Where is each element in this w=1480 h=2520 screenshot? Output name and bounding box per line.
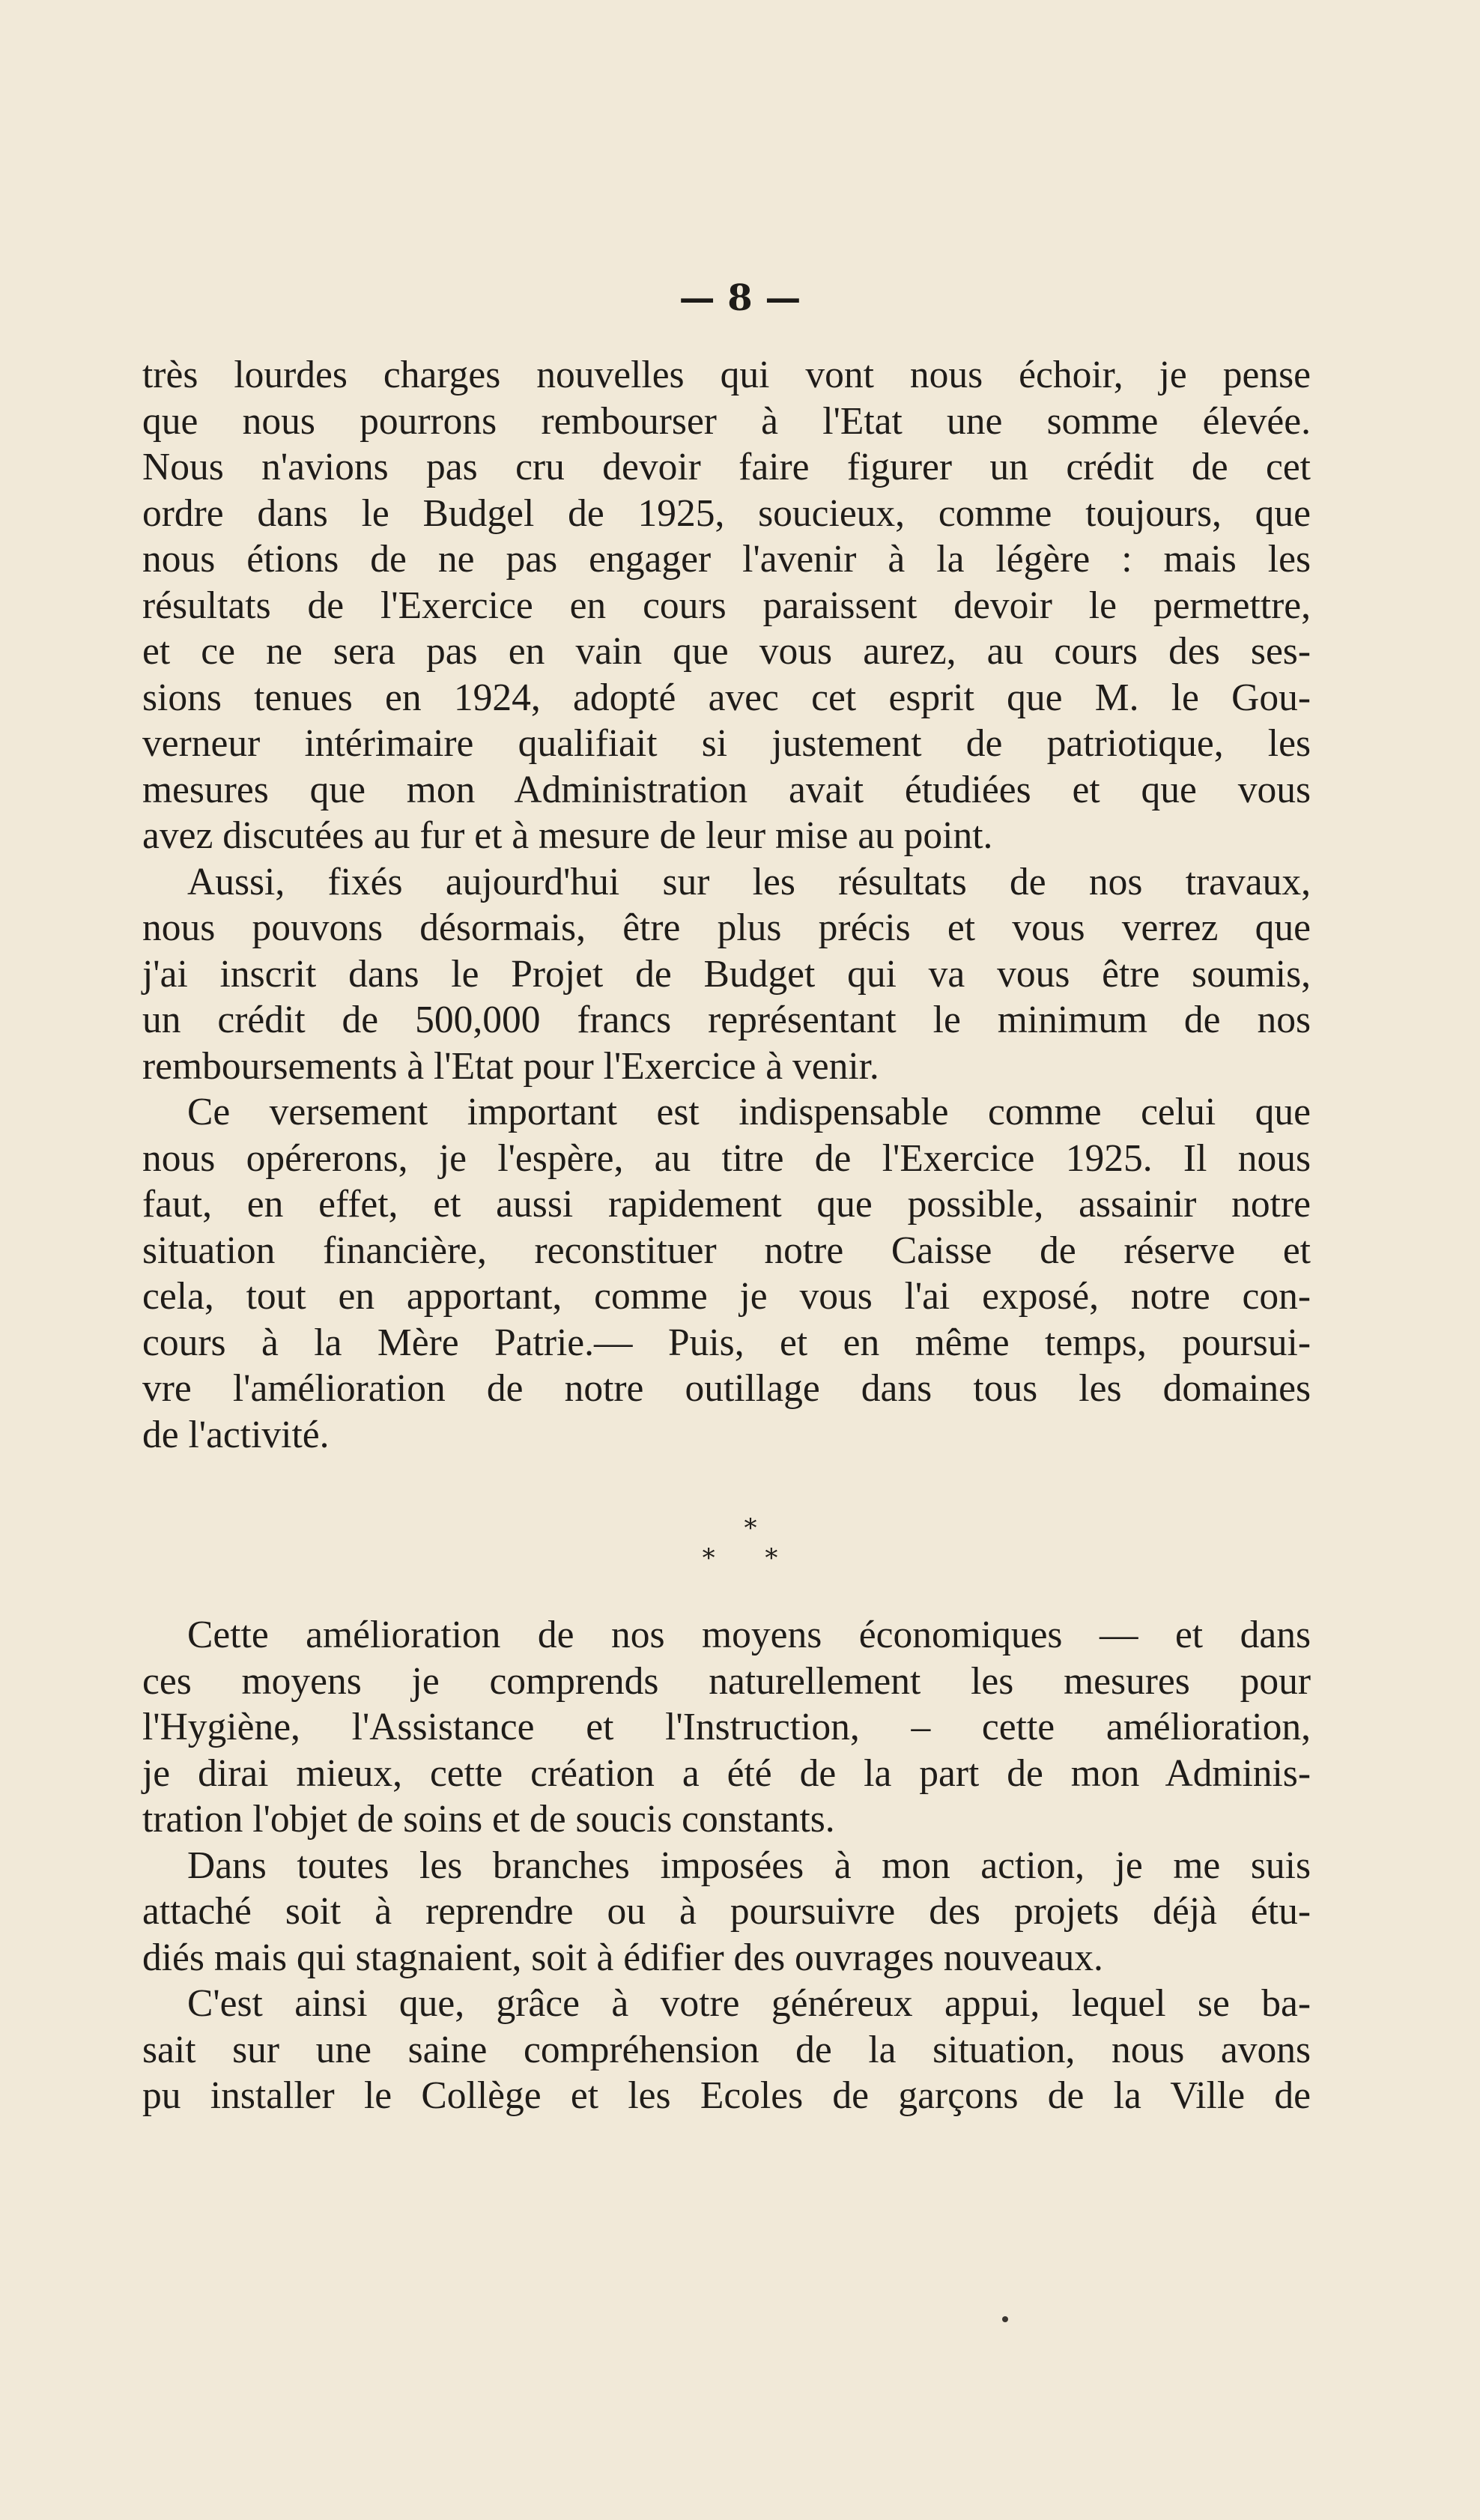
text-line: remboursements à l'Etat pour l'Exercice à venir. <box>142 1044 879 1088</box>
text-line: mesures que mon Administration avait étudiées et que vous <box>142 768 1311 811</box>
paragraph <box>142 1981 1311 2119</box>
text-line: ces moyens je comprends naturellement les mesures pour <box>142 1659 1311 1703</box>
text-line: avez discutées au fur et à mesure de leur mise au point. <box>142 814 993 857</box>
paragraph <box>142 1612 1311 1843</box>
text-line: Ce versement important est indispensable comme celui que <box>187 1091 1311 1133</box>
ink-speck <box>1002 2316 1008 2322</box>
text-line: faut, en effet, et aussi rapidement que possible, assainir notre <box>142 1183 1311 1226</box>
text-line: Nous n'avions pas cru devoir faire figurer un crédit de cet <box>142 446 1311 488</box>
text-line: je dirai mieux, cette création a été de la part de mon Adminis- <box>142 1751 1311 1795</box>
text-line: un crédit de 500,000 francs représentant le minimum de nos <box>142 999 1311 1041</box>
text-line: cours à la Mère Patrie.— Puis, et en même temps, poursui- <box>142 1321 1311 1364</box>
text-line: Dans toutes les branches imposées à mon action, je me suis <box>187 1844 1311 1887</box>
text-line: diés mais qui stagnaient, soit à édifier des ouvrages nouveaux. <box>142 1936 1103 1979</box>
paragraph <box>142 1843 1311 1981</box>
text-line: nous pouvons désormais, être plus précis et vous verrez que <box>142 906 1311 949</box>
text-block-2 <box>142 1612 1311 2119</box>
text-line: nous opérerons, je l'espère, au titre de l'Exercice 1925. Il nous <box>142 1136 1311 1180</box>
text-line: sions tenues en 1924, adopté avec cet esprit que M. le Gou- <box>142 676 1311 719</box>
text-line: vre l'amélioration de notre outillage dans tous les domaines <box>142 1367 1311 1410</box>
paragraph <box>142 859 1311 1090</box>
paragraph <box>142 1089 1311 1458</box>
text-line: tration l'objet de soins et de soucis constants. <box>142 1798 835 1841</box>
text-line: Aussi, fixés aujourd'hui sur les résultats de nos travaux, <box>187 860 1311 903</box>
text-line: C'est ainsi que, grâce à votre généreux appui, lequel se ba- <box>187 1982 1311 2025</box>
text-line: j'ai inscrit dans le Projet de Budget qui va vous être soumis, <box>142 952 1311 996</box>
text-line: verneur intérimaire qualifiait si justement de patriotique, les <box>142 722 1311 765</box>
text-line: attaché soit à reprendre ou à poursuivre des projets déjà étu- <box>142 1890 1311 1933</box>
text-line: ordre dans le Budgel de 1925, soucieux, comme toujours, que <box>142 491 1311 535</box>
asterism-separator <box>0 1513 1480 1573</box>
text-block-1 <box>142 352 1311 1458</box>
text-line: très lourdes charges nouvelles qui vont nous échoir, je pense <box>142 354 1311 396</box>
text-line: situation financière, reconstituer notre Caisse de réserve et <box>142 1229 1311 1272</box>
text-line: nous étions de ne pas engager l'avenir à la légère : mais les <box>142 538 1311 581</box>
paragraph <box>142 352 1311 859</box>
text-line: de l'activité. <box>142 1413 330 1456</box>
text-line: pu installer le Collège et les Ecoles de garçons de la Ville de <box>142 2074 1311 2117</box>
text-line: l'Hygiène, l'Assistance et l'Instruction, – cette amélioration, <box>142 1706 1311 1748</box>
text-line: cela, tout en apportant, comme je vous l'ai exposé, notre con- <box>142 1275 1311 1318</box>
text-line: que nous pourrons rembourser à l'Etat une somme élevée. <box>142 399 1311 443</box>
asterism-bottom: * * <box>702 1543 799 1573</box>
text-line: Cette amélioration de nos moyens économiques — et dans <box>187 1614 1311 1656</box>
asterism-top: * <box>744 1513 757 1543</box>
text-line: résultats de l'Exercice en cours paraissent devoir le permettre, <box>142 584 1311 627</box>
text-line: sait sur une saine compréhension de la situation, nous avons <box>142 2028 1311 2071</box>
page-number: — 8 — <box>679 277 801 319</box>
text-line: et ce ne sera pas en vain que vous aurez, au cours des ses- <box>142 630 1311 673</box>
